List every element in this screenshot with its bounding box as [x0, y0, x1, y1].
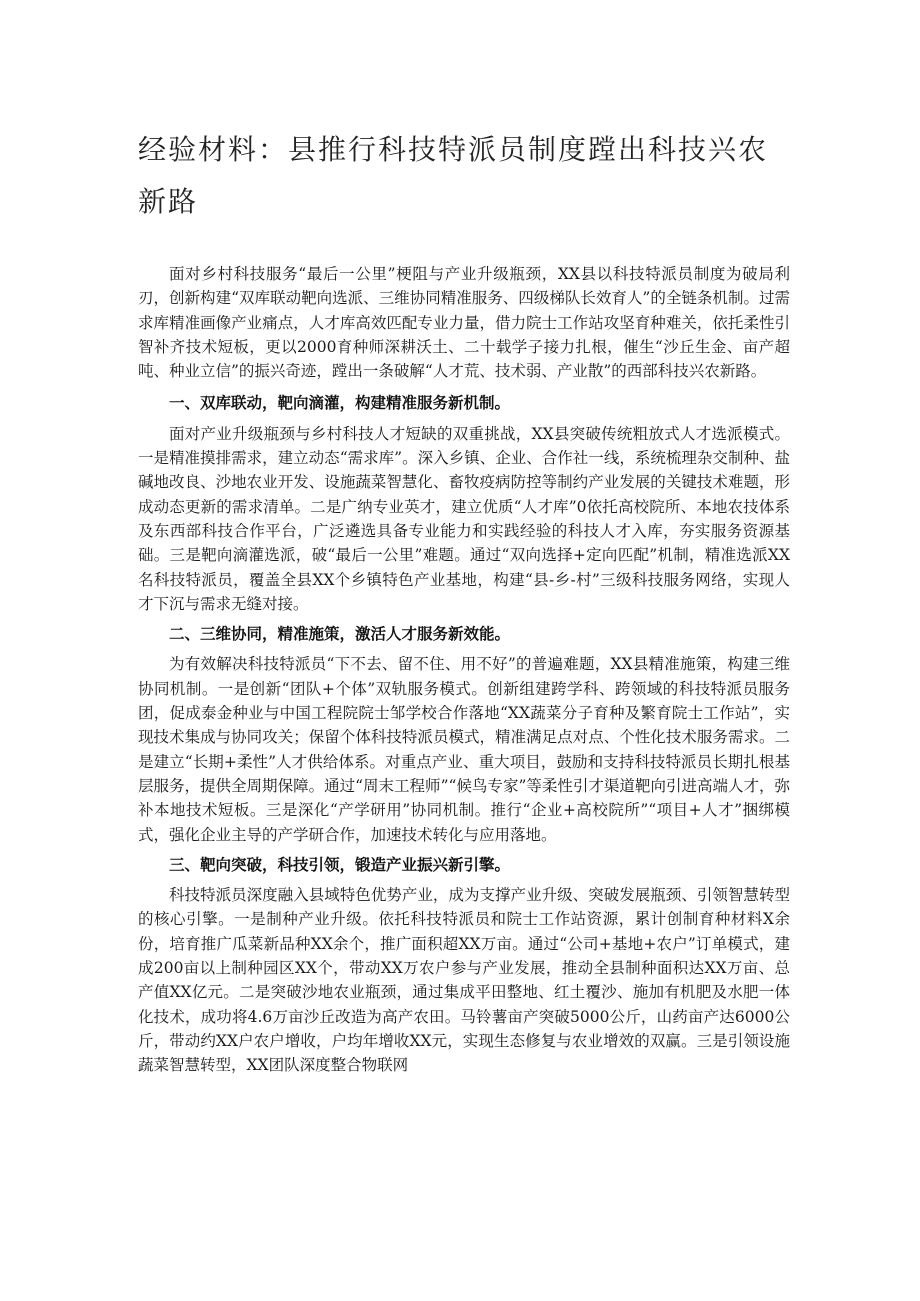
- section-paragraph: 面对产业升级瓶颈与乡村科技人才短缺的双重挑战，XX县突破传统粗放式人才选派模式。一是精准摸排需求，建立动态“需求库”。深入乡镇、企业、合作社一线，系统梳理杂交制种、盐碱地改良、沙地农业开发、设施蔬菜智慧化、畜牧疫病防控等制约产业发展的关键技术难题，形成动态更新的需求清单。二是广纳专业英才，建立优质“人才库”0依托高校院所、本地农技体系及东西部科技合作平台，广泛遴选具备专业能力和实践经验的科技人才入库，夯实服务资源基础。三是靶向滴灌选派，破“最后一公里”难题。通过“双向选择+定向匹配”机制，精准选派XX名科技特派员，覆盖全县XX个乡镇特色产业基地，构建“县-乡-村”三级科技服务网络，实现人才下沉与需求无缝对接。: [138, 424, 790, 613]
- section-paragraph: 为有效解决科技特派员“下不去、留不住、用不好”的普遍难题，XX县精准施策，构建三维协同机制。一是创新“团队+个体”双轨服务模式。创新组建跨学科、跨领域的科技特派员服务团，促成泰金种业与中国工程院院士邹学校合作落地“XX蔬菜分子育种及繁育院士工作站”，实现技术集成与协同攻关；保留个体科技特派员模式，精准满足点对点、个性化技术服务需求。二是建立“长期+柔性”人才供给体系。对重点产业、重大项目，鼓励和支持科技特派员长期扎根基层服务，提供全周期保障。通过“周末工程师”“候鸟专家”等柔性引才渠道靶向引进高端人才，弥补本地技术短板。三是深化“产学研用”协同机制。推行“企业+高校院所”“项目+人才”捆绑模式，强化企业主导的产学研合作，加速技术转化与应用落地。: [138, 655, 790, 844]
- document-title: 经验材料：县推行科技特派员制度蹚出科技兴农新路: [138, 133, 769, 218]
- section-heading: 一、双库联动，靶向滴灌，构建精准服务新机制。: [169, 393, 511, 413]
- section-paragraph: 科技特派员深度融入县域特色优势产业，成为支撑产业升级、突破发展瓶颈、引领智慧转型的核心引擎。一是制种产业升级。依托科技特派员和院士工作站资源，累计创制育种材料X余份，培育推广瓜菜新品种XX余个，推广面积超XX万亩。通过“公司+基地+农户”订单模式，建成200亩以上制种园区XX个，带动XX万农户参与产业发展，推动全县制种面积达XX万亩、总产值XX亿元。二是突破沙地农业瓶颈，通过集成平田整地、红土覆沙、施加有机肥及水肥一体化技术，成功将4.6万亩沙丘改造为高产农田。马铃薯亩产突破5000公斤，山药亩产达6000公斤，带动约XX户农户增收，户均年增收XX元，实现生态修复与农业增效的双赢。三是引领设施蔬菜智慧转型，XX团队深度整合物联网: [138, 886, 790, 1075]
- section-heading: 二、三维协同，精准施策，激活人才服务新效能。: [169, 624, 511, 644]
- document-body: [138, 262, 790, 1078]
- section-heading: 三、靶向突破，科技引领，锻造产业振兴新引擎。: [169, 854, 511, 874]
- intro-paragraph: 面对乡村科技服务“最后一公里”梗阻与产业升级瓶颈，XX县以科技特派员制度为破局利刃，创新构建“双库联动靶向选派、三维协同精准服务、四级梯队长效育人”的全链条机制。过需求库精准画像产业痛点，人才库高效匹配专业力量，借力院士工作站攻坚育种难关，依托柔性引智补齐技术短板，更以2000育种师深耕沃土、二十载学子接力扎根，催生“沙丘生金、亩产超吨、种业立信”的振兴奇迹，蹚出一条破解“人才荒、技术弱、产业散”的西部科技兴农新路。: [138, 265, 790, 381]
